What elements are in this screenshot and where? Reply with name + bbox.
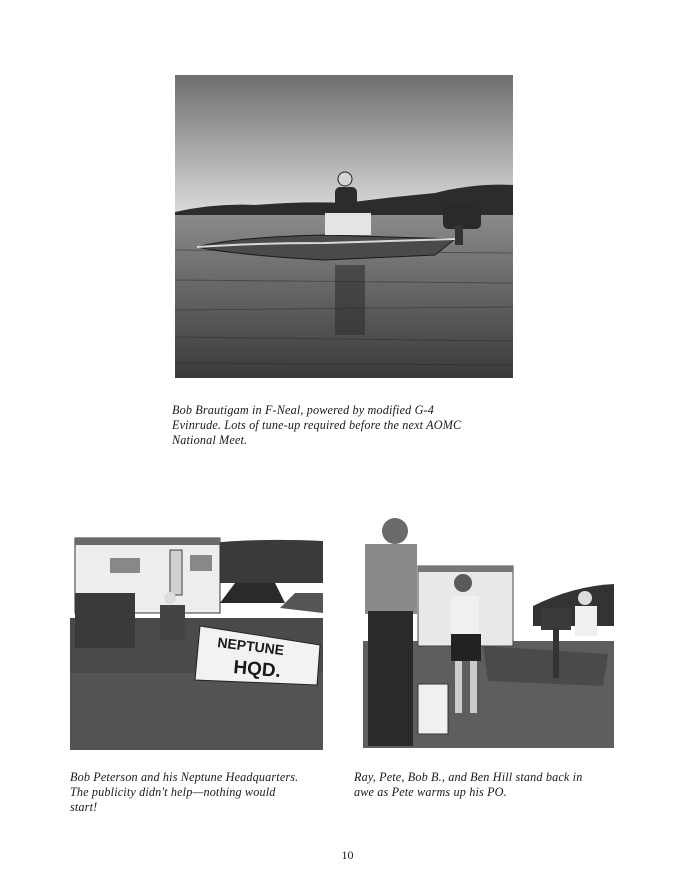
sign-text-hqd: HQD. <box>232 657 282 683</box>
page-number: 10 <box>341 848 354 862</box>
caption-bottom-left-line-3: start! <box>70 800 98 814</box>
caption-bottom-left-line-2: The publicity didn't help—nothing would <box>70 785 276 799</box>
caption-bottom-left <box>70 770 335 815</box>
photo-outboard-warmup <box>363 516 614 748</box>
caption-top-line-2: Evinrude. Lots of tune-up required before the next AOMC <box>172 418 462 432</box>
sign-text-neptune: NEPTUNE <box>216 634 285 659</box>
photo-boat-on-lake <box>175 75 513 378</box>
caption-top <box>172 403 520 448</box>
caption-bottom-right <box>354 770 619 800</box>
caption-bottom-left-line-1: Bob Peterson and his Neptune Headquarters. <box>70 770 299 784</box>
caption-bottom-right-line-1: Ray, Pete, Bob B., and Ben Hill stand back in <box>354 770 583 784</box>
caption-top-line-3: National Meet. <box>172 433 248 447</box>
caption-bottom-right-line-2: awe as Pete warms up his PO. <box>354 785 507 799</box>
caption-top-line-1: Bob Brautigam in F-Neal, powered by modified G-4 <box>172 403 434 417</box>
photo-neptune-headquarters <box>70 523 323 750</box>
